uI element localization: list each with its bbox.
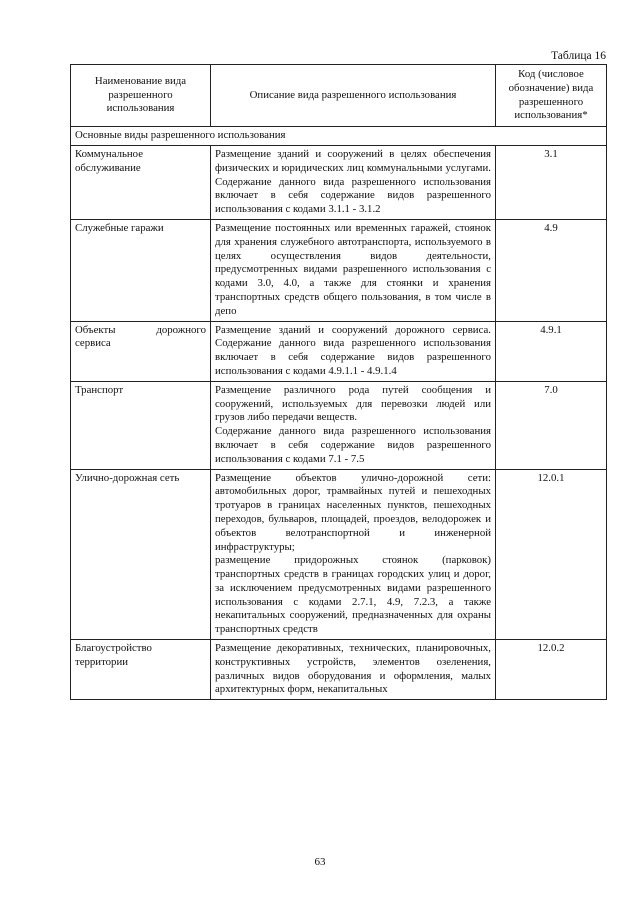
table-header-row: [71, 65, 607, 127]
table-row: [71, 469, 607, 640]
row-name: Коммунальное обслуживание: [71, 145, 211, 219]
row-name: Служебные гаражи: [71, 219, 211, 321]
row-description: Размещение зданий и сооружений дорожного сервиса. Содержание данного вида разрешенного использования включает в себя содержание видов разрешенного использования с кодами 4.9.1.1 - 4.9.1.4: [211, 321, 496, 381]
header-code: Код (числовое обозначение) вида разрешенного использования*: [496, 65, 607, 127]
row-description: [211, 469, 496, 640]
table-caption: Таблица 16: [551, 50, 606, 62]
row-description-paragraph: Содержание данного вида разрешенного использования включает в себя содержание видов разрешенного использования с кодами 7.1 - 7.5: [215, 425, 491, 465]
row-code: 3.1: [496, 145, 607, 219]
row-description: Размещение постоянных или временных гаражей, стоянок для хранения служебного автотранспорта, используемого в целях осуществления видов деятельности, предусмотренных видами разрешенного использования с кодами 3.0, 4.0, а также для стоянки и хранения транспортных средств общего пользования, в том числе в депо: [211, 219, 496, 321]
header-name: Наименование вида разрешенного использования: [71, 65, 211, 127]
row-description-paragraph: размещение придорожных стоянок (парковок) транспортных средств в границах городских улиц и дорог, за исключением предусмотренных видами разрешенного использования с кодами 2.7.1, 4.9, 7.2.3, а также некапитальных сооружений, предназначенных для охраны транспортных средств: [215, 554, 491, 636]
row-name: Улично-дорожная сеть: [71, 469, 211, 640]
section-title: Основные виды разрешенного использования: [71, 127, 607, 146]
row-code: 7.0: [496, 381, 607, 469]
row-description: [211, 381, 496, 469]
row-code: 4.9.1: [496, 321, 607, 381]
table-row: [71, 145, 607, 219]
table-row: [71, 640, 607, 700]
row-code: 12.0.2: [496, 640, 607, 700]
row-description-paragraph: Размещение различного рода путей сообщения и сооружений, используемых для перевозки людей или грузов либо передачи веществ.: [215, 383, 491, 424]
table-row: [71, 381, 607, 469]
row-code: 12.0.1: [496, 469, 607, 640]
row-description: Размещение зданий и сооружений в целях обеспечения физических и юридических лиц коммунальными услугами. Содержание данного вида разрешенного использования включает в себя содержание видов разрешенного использования с кодами 3.1.1 - 3.1.2: [211, 145, 496, 219]
table-row: [71, 321, 607, 381]
land-use-table: [70, 64, 607, 700]
row-description-paragraph: Размещение объектов улично-дорожной сети: автомобильных дорог, трамвайных путей и пешеходных тротуаров в границах населенных пунктов, пешеходных переходов, бульваров, площадей, проездов, велодорожек и объектов велотранспортной и инженерной инфраструктуры;: [215, 471, 491, 553]
page-number: 63: [314, 856, 326, 868]
section-row: [71, 127, 607, 146]
row-name: Благоустройство территории: [71, 640, 211, 700]
row-description: Размещение декоративных, технических, планировочных, конструктивных устройств, элементов озеленения, различных видов оборудования и оформления, малых архитектурных форм, некапитальных: [211, 640, 496, 700]
row-name: Транспорт: [71, 381, 211, 469]
table-row: [71, 219, 607, 321]
header-description: Описание вида разрешенного использования: [211, 65, 496, 127]
row-name: Объекты дорожного сервиса: [71, 321, 211, 381]
row-code: 4.9: [496, 219, 607, 321]
